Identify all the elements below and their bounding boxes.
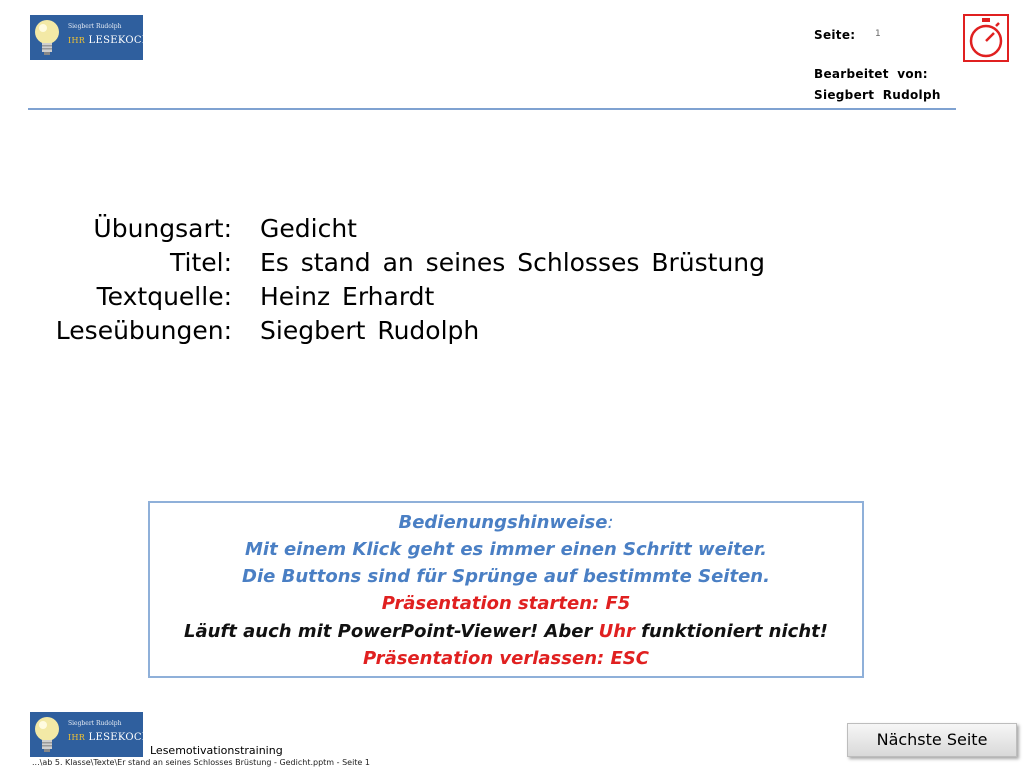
logo-brand-name: LESEKOCH xyxy=(88,35,151,46)
clock-word: Uhr xyxy=(598,621,635,642)
lightbulb-icon xyxy=(33,18,61,58)
footer-title: Lesemotivationstraining xyxy=(150,744,283,757)
label-source: Textquelle: xyxy=(96,282,232,311)
instructions-line-buttons: Die Buttons sind für Sprünge auf bestimmte Seiten. xyxy=(242,566,770,587)
value-exercise-type: Gedicht xyxy=(260,214,357,243)
edited-by-label: Bearbeitet von: xyxy=(814,67,928,81)
footer-logo-author: Siegbert Rudolph xyxy=(68,720,122,727)
page-number: 1 xyxy=(875,29,881,39)
instructions-line-start: Präsentation starten: F5 xyxy=(381,593,631,614)
footer-logo-brand: IHR LESEKOCH xyxy=(68,732,151,743)
instructions-box xyxy=(148,501,864,678)
next-page-button[interactable]: Nächste Seite xyxy=(847,723,1017,757)
footer-logo xyxy=(30,712,151,757)
footer-file-path: ...\ab 5. Klasse\Texte\Er stand an seines Schlosses Brüstung - Gedicht.pptm - Seite 1 xyxy=(32,758,370,767)
logo-brand xyxy=(68,35,151,46)
instructions-line-viewer: Läuft auch mit PowerPoint-Viewer! Aber Uhr funktioniert nicht! xyxy=(184,621,828,642)
value-source: Heinz Erhardt xyxy=(260,282,435,311)
header-divider xyxy=(28,108,956,110)
edited-by-name: Siegbert Rudolph xyxy=(814,88,941,102)
instructions-line-exit: Präsentation verlassen: ESC xyxy=(363,648,649,669)
lightbulb-icon xyxy=(33,715,61,755)
instructions-heading: Bedienungshinweise: xyxy=(398,512,614,533)
label-title: Titel: xyxy=(170,248,232,277)
page-label: Seite: xyxy=(814,28,856,42)
label-reading-exercises: Leseübungen: xyxy=(55,316,232,345)
label-exercise-type: Übungsart: xyxy=(93,214,232,243)
logo xyxy=(30,15,151,60)
logo-author: Siegbert Rudolph xyxy=(68,23,122,30)
value-reading-exercises: Siegbert Rudolph xyxy=(260,316,480,345)
instructions-line-click: Mit einem Klick geht es immer einen Schritt weiter. xyxy=(245,539,767,560)
value-title: Es stand an seines Schlosses Brüstung xyxy=(260,248,765,277)
stopwatch-icon xyxy=(963,14,1009,62)
stopwatch-button[interactable] xyxy=(963,14,1009,62)
logo-brand-prefix: IHR xyxy=(68,36,86,45)
